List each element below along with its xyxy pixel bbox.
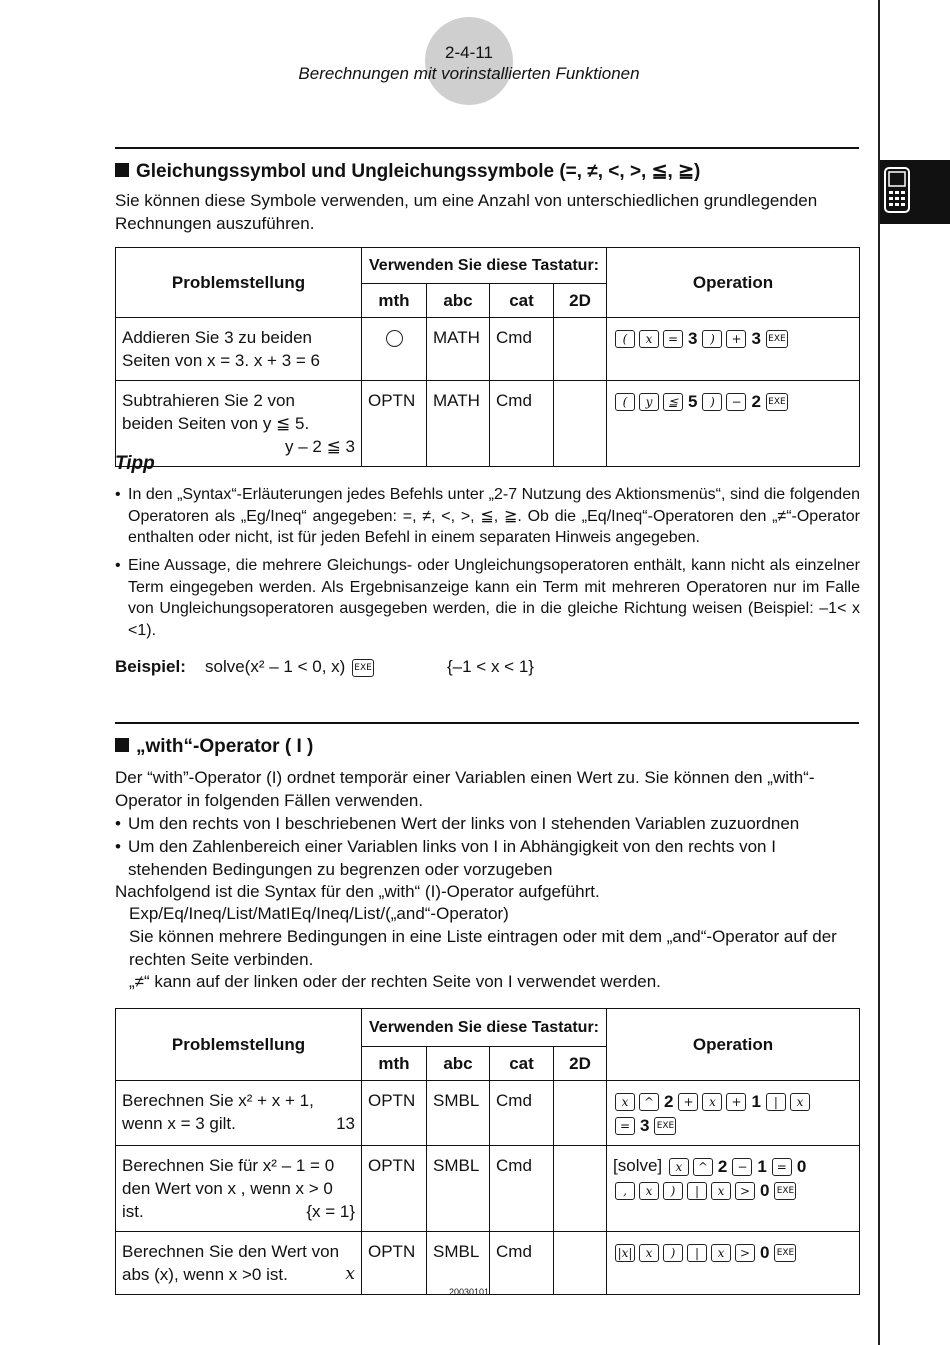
abc-cell: MATH [427, 381, 490, 467]
section-heading: „with“-Operator ( I ) [115, 736, 313, 758]
problem-cell: Berechnen Sie x² + x + 1, wenn x = 3 gilt. 13 [116, 1081, 362, 1146]
problem-cell: Berechnen Sie für x² – 1 = 0 den Wert von x , wenn x > 0 ist. {x = 1} [116, 1146, 362, 1232]
syntax-note: „≠“ kann auf der linken oder der rechten Seite von I verwendet werden. [129, 972, 661, 991]
divider [115, 147, 859, 149]
syntax-intro: Nachfolgend ist die Syntax für den „with“ (I)-Operator aufgeführt. [115, 882, 600, 901]
mth-cell: OPTN [362, 381, 427, 467]
footer-code: 20030101 [448, 1287, 490, 1297]
calculator-icon [884, 167, 910, 213]
table-row [116, 1232, 860, 1295]
header-mth: mth [362, 1047, 427, 1081]
example-label: Beispiel: [115, 657, 186, 676]
cat-cell: Cmd [490, 1146, 554, 1232]
section-heading: Gleichungssymbol und Ungleichungssymbole (=, ≠, <, >, ≦, ≧) [115, 160, 700, 183]
with-paragraph: Der “with”-Operator (I) ordnet temporär einer Variablen einen Wert zu. Sie können den „with“-Operator in folgenden Fällen verwenden. [115, 768, 815, 810]
header-keyboard: Verwenden Sie diese Tastatur: [362, 1009, 607, 1047]
problem-cell: Berechnen Sie den Wert von abs (x), wenn x >0 ist. x [116, 1232, 362, 1295]
with-bullet: • Um den Zahlenbereich einer Variablen links von I in Abhängigkeit von den rechts von I stehenden Bedingungen zu begrenzen oder vorzugeben [115, 835, 860, 881]
abc-cell: MATH [427, 318, 490, 381]
header-2d: 2D [554, 284, 607, 318]
abc-cell: SMBL [427, 1146, 490, 1232]
cat-cell: Cmd [490, 381, 554, 467]
table-row [116, 381, 860, 467]
header-cat: cat [490, 284, 554, 318]
exe-key-icon: EXE [352, 659, 374, 677]
operator-table [115, 247, 860, 467]
example-input: solve(x² – 1 < 0, x) EXE [205, 657, 376, 677]
operation-cell: x ^ 2 + x + 1 | x = 3 EXE [607, 1081, 860, 1146]
cat-cell: Cmd [490, 1081, 554, 1146]
cat-cell: Cmd [490, 318, 554, 381]
syntax-note: Sie können mehrere Bedingungen in eine Liste eintragen oder mit dem „and“-Operator auf der rechten Seite verbinden. [129, 927, 837, 969]
cat-cell: Cmd [490, 1232, 554, 1295]
table-row [116, 1081, 860, 1146]
tip-bullet: • Eine Aussage, die mehrere Gleichungs- oder Ungleichungsoperatoren enthält, kann nicht als einzelner Term eingegeben werden. Als Ergebnisanzeige kann ein Term mit mehreren Operatoren nur im Falle von Ungleichungsoperatoren ausgegeben werden, die in die gleiche Richtung weisen (Beispiel: –1< x <1). [115, 555, 860, 641]
mth-cell [362, 318, 427, 381]
header-mth: mth [362, 284, 427, 318]
intro-paragraph: Sie können diese Symbole verwenden, um eine Anzahl von unterschiedlichen grundlegenden Rechnungen auszuführen. [115, 191, 818, 233]
with-bullet: • Um den rechts von I beschriebenen Wert der links von I stehenden Variablen zuzuordnen [115, 812, 860, 835]
mth-cell: OPTN [362, 1081, 427, 1146]
syntax-line: Exp/Eq/Ineq/List/MatIEq/Ineq/List/(„and“-Operator) [129, 904, 509, 923]
chapter-tab [880, 160, 950, 224]
operation-cell: ( y ≦ 5 ) − 2 EXE [607, 381, 860, 467]
twod-cell [554, 1232, 607, 1295]
operation-cell: [solve] x ^ 2 − 1 = 0 , x ) | x > 0 EXE [607, 1146, 860, 1232]
example-result: {–1 < x < 1} [447, 657, 534, 676]
section-title: Berechnungen mit vorinstallierten Funktionen [298, 64, 640, 83]
twod-cell [554, 381, 607, 467]
header-2d: 2D [554, 1047, 607, 1081]
abc-cell: SMBL [427, 1232, 490, 1295]
header-cat: cat [490, 1047, 554, 1081]
header-operation: Operation [607, 248, 860, 318]
header-abc: abc [427, 284, 490, 318]
abc-cell: SMBL [427, 1081, 490, 1146]
header-keyboard: Verwenden Sie diese Tastatur: [362, 248, 607, 284]
header-abc: abc [427, 1047, 490, 1081]
mth-cell: OPTN [362, 1146, 427, 1232]
header-problem: Problemstellung [116, 248, 362, 318]
twod-cell [554, 318, 607, 381]
operation-cell: |x| x ) | x > 0 EXE [607, 1232, 860, 1295]
circle-icon [386, 330, 403, 347]
problem-cell: Subtrahieren Sie 2 von beiden Seiten von y ≦ 5. y – 2 ≦ 3 [116, 381, 362, 467]
page-number: 2-4-11 [445, 43, 493, 62]
table-row [116, 1146, 860, 1232]
header-problem: Problemstellung [116, 1009, 362, 1081]
table-row [116, 318, 860, 381]
tip-title: Tipp [115, 453, 155, 474]
tip-bullet: • In den „Syntax“-Erläuterungen jedes Befehls unter „2-7 Nutzung des Aktionsmenüs“, sind die folgenden Operatoren als „Eg/Ineq“ angegeben: =, ≠, <, >, ≦, ≧. Ob die „Eq/Ineq“-Operatoren den „≠“-Operator enthalten oder nicht, ist für jeden Befehl in einem separaten Hinweis angegeben. [115, 484, 860, 549]
with-table [115, 1008, 860, 1295]
twod-cell [554, 1146, 607, 1232]
divider [115, 722, 859, 724]
mth-cell: OPTN [362, 1232, 427, 1295]
header-operation: Operation [607, 1009, 860, 1081]
problem-cell: Addieren Sie 3 zu beiden Seiten von x = 3. x + 3 = 6 [116, 318, 362, 381]
operation-cell: ( x = 3 ) + 3 EXE [607, 318, 860, 381]
twod-cell [554, 1081, 607, 1146]
